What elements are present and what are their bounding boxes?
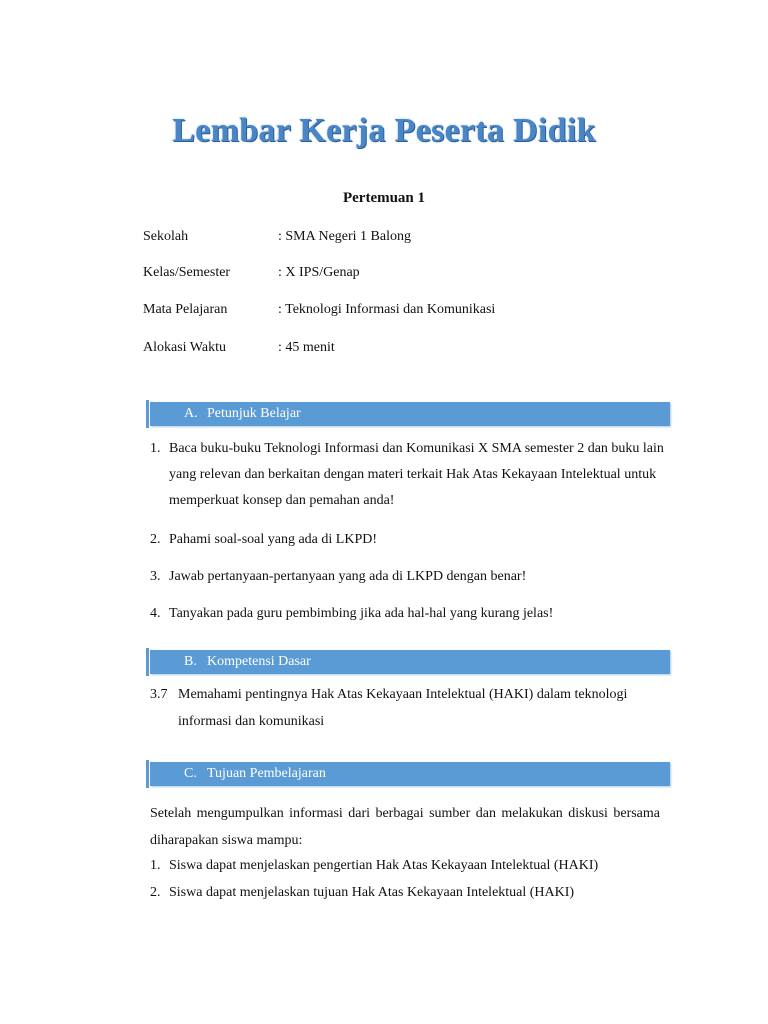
- section-header-petunjuk: [150, 402, 670, 426]
- info-label: Mata Pelajaran: [143, 302, 228, 317]
- competency-number: 3.7: [150, 687, 168, 702]
- list-text: Tanyakan pada guru pembimbing jika ada hal-hal yang kurang jelas!: [169, 606, 554, 621]
- objective-number: 1.: [150, 858, 161, 873]
- list-number: 2.: [150, 532, 161, 547]
- section-heading: Kompetensi Dasar: [207, 654, 311, 669]
- info-value: : X IPS/Genap: [278, 265, 360, 280]
- section-bar-edge: [146, 648, 149, 676]
- list-text: Baca buku-buku Teknologi Informasi dan Komunikasi X SMA semester 2 dan buku lain yang relevan dan berkaitan dengan materi terkait Hak Atas Kekayaan Intelektual untuk memperkuat konsep dan pemahan anda!: [169, 441, 664, 508]
- info-value: : 45 menit: [278, 340, 335, 355]
- list-text: Jawab pertanyaan-pertanyaan yang ada di LKPD dengan benar!: [169, 569, 527, 584]
- info-row-class: [143, 265, 703, 285]
- objective-text: Siswa dapat menjelaskan pengertian Hak Atas Kekayaan Intelektual (HAKI): [169, 858, 599, 873]
- section-header-tujuan: [150, 762, 670, 786]
- objective-text: Siswa dapat menjelaskan tujuan Hak Atas Kekayaan Intelektual (HAKI): [169, 885, 575, 900]
- section-heading: Petunjuk Belajar: [207, 406, 301, 421]
- list-number: 1.: [150, 441, 161, 456]
- section-header-kompetensi: [150, 650, 670, 674]
- section-letter: A.: [184, 406, 198, 421]
- objectives-intro: Setelah mengumpulkan informasi dari berbagai sumber dan melakukan diskusi bersama diharapakan siswa mampu:: [150, 806, 660, 848]
- objective-number: 2.: [150, 885, 161, 900]
- competency-text: Memahami pentingnya Hak Atas Kekayaan Intelektual (HAKI) dalam teknologi informasi dan komunikasi: [178, 687, 628, 729]
- list-text: Pahami soal-soal yang ada di LKPD!: [169, 532, 378, 547]
- info-row-subject: [143, 302, 703, 322]
- section-bar-edge: [146, 760, 149, 788]
- info-value: : Teknologi Informasi dan Komunikasi: [278, 302, 496, 317]
- list-number: 4.: [150, 606, 161, 621]
- section-letter: B.: [184, 654, 197, 669]
- page-title: Lembar Kerja Peserta Didik: [172, 112, 596, 149]
- info-row-school: [143, 229, 703, 249]
- info-label: Alokasi Waktu: [143, 340, 226, 355]
- list-number: 3.: [150, 569, 161, 584]
- info-row-time: [143, 340, 703, 360]
- info-value: : SMA Negeri 1 Balong: [278, 229, 411, 244]
- info-label: Kelas/Semester: [143, 265, 231, 280]
- meeting-subtitle: Pertemuan 1: [342, 190, 426, 206]
- section-heading: Tujuan Pembelajaran: [207, 766, 326, 781]
- info-label: Sekolah: [143, 229, 189, 244]
- section-bar-edge: [146, 400, 149, 428]
- section-letter: C.: [184, 766, 197, 781]
